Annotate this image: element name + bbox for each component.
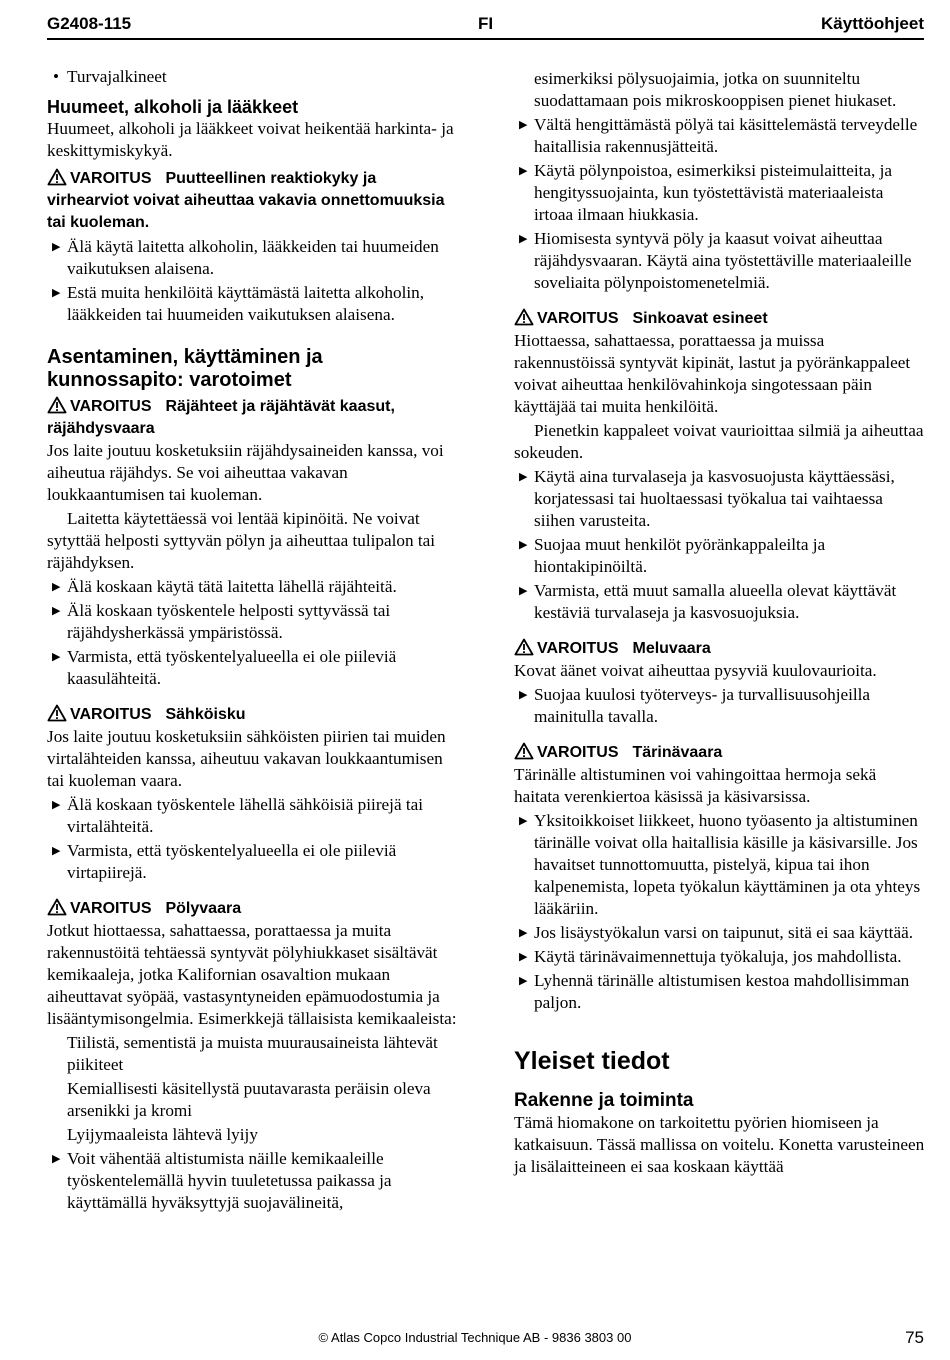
copyright: © Atlas Copco Industrial Technique AB - 9836 3803 00 [318, 1330, 632, 1345]
doc-type: Käyttöohjeet [821, 14, 924, 33]
list-item: ▶ Käytä aina turvalaseja ja kasvosuojusta käyttäessäsi, korjatessasi tai huoltaessasi työkalua tai vaihtaessa siihen varusteita. [519, 467, 895, 530]
paragraph: Huumeet, alkoholi ja lääkkeet voivat heikentää harkinta- ja keskittymiskykyä. [47, 119, 454, 160]
example-item: Tiilistä, sementistä ja muista muurausaineista lähtevät piikiteet [67, 1033, 438, 1074]
paragraph: Tärinälle altistuminen voi vahingoittaa hermoja sekä haitata verenkiertoa käsissä ja käsivarsissa. [514, 765, 877, 806]
warning-triangle-icon [47, 168, 67, 186]
paragraph: Jos laite joutuu kosketuksiin räjähdysaineiden kanssa, voi aiheutua räjähdys. Se voi aiheuttaa vakavan loukkaantumisen tai kuoleman. [47, 441, 444, 504]
list-item: ▶ Lyhennä tärinälle altistumisen kestoa mahdollisimman paljon. [519, 971, 910, 1012]
warning-heading: VAROITUS Pölyvaara [47, 898, 462, 920]
list-item: ▶ Varmista, että työskentelyalueella ei ole piileviä virtapiirejä. [52, 841, 397, 882]
list-item: ▶ Varmista, että työskentelyalueella ei ole piileviä kaasulähteitä. [52, 647, 397, 688]
list-item: ▶ Älä koskaan käytä tätä laitetta lähellä räjähteitä. [52, 577, 397, 596]
list-item: ▶ Yksitoikkoiset liikkeet, huono työasento ja altistuminen tärinälle voivat olla haitallisia käsille ja käsivarsille. Jos havaitset tunnottomuutta, pistelyä, kipua tai ihon kalpenemista, lopeta työkalun käyttäminen ja ota yhteys lääkäriin. [519, 811, 921, 918]
list-item: ▶ Älä koskaan työskentele lähellä sähköisiä piirejä tai virtalähteitä. [52, 795, 424, 836]
warning-heading: VAROITUS Räjähteet ja räjähtävät kaasut, räjähdysvaara [47, 398, 395, 437]
warning-heading: VAROITUS Sinkoavat esineet [514, 308, 925, 330]
section-heading-design: Rakenne ja toiminta [514, 1090, 694, 1111]
warning-triangle-icon [47, 396, 67, 414]
list-item: ▶ Suojaa muut henkilöt pyöränkappaleilta ja hiontakipinöiltä. [519, 535, 826, 576]
list-item: ▶ Käytä pölynpoistoa, esimerkiksi pisteimulaitteita, ja hengityssuojainta, kun työstettävistä materiaaleista irtoaa ilmaan hiukkasia. [519, 161, 893, 224]
section-heading-drugs: Huumeet, alkoholi ja lääkkeet [47, 97, 299, 117]
paragraph: Hiottaessa, sahattaessa, porattaessa ja muissa rakennustöissä syntyvät kipinät, lastut ja pyöränkappaleet voivat aiheuttaa henkilövahinkoja singotessaan päin käyttäjää tai muita henkilöitä. [514, 331, 911, 416]
warning-triangle-icon [514, 308, 534, 326]
page-number: 75 [905, 1328, 924, 1347]
list-item: ▶ Suojaa kuulosi työterveys- ja turvallisuusohjeilla mainitulla tavalla. [519, 685, 871, 726]
warning-heading: VAROITUS Puutteellinen reaktiokyky ja virhearviot voivat aiheuttaa vakavia onnettomuuksia tai kuoleman. [47, 170, 445, 231]
warning-heading: VAROITUS Tärinävaara [514, 742, 925, 764]
section-heading-install: Asentaminen, käyttäminen ja kunnossapito: varotoimet [47, 346, 323, 391]
page-footer [0, 1328, 950, 1348]
page-header [47, 10, 924, 40]
right-column [514, 68, 925, 1178]
paragraph: Jos laite joutuu kosketuksiin sähköisten piirien tai muiden virtalähteiden kanssa, aiheutuu vakavan loukkaantumisen tai kuoleman vaara. [47, 727, 446, 790]
language-code: FI [477, 14, 494, 33]
list-item: • Turvajalkineet [53, 67, 167, 86]
paragraph: Laitetta käytettäessä voi lentää kipinöitä. Ne voivat sytyttää helposti syttyvän pölyn ja aiheuttaa tulipalon tai räjähdyksen. [47, 509, 436, 572]
list-item: ▶ Älä käytä laitetta alkoholin, lääkkeiden tai huumeiden vaikutuksen alaisena. [52, 237, 439, 278]
list-item: ▶ Käytä tärinävaimennettuja työkaluja, jos mahdollista. [519, 947, 902, 966]
chapter-heading: Yleiset tiedot [514, 1047, 670, 1075]
left-column [47, 66, 462, 1214]
list-item: ▶ Estä muita henkilöitä käyttämästä laitetta alkoholin, lääkkeiden tai huumeiden vaikutuksen alaisena. [52, 283, 425, 324]
example-item: Lyijymaaleista lähtevä lyijy [67, 1125, 258, 1144]
list-item: ▶ Jos lisäystyökalun varsi on taipunut, sitä ei saa käyttää. [519, 923, 914, 942]
list-item: ▶ Varmista, että muut samalla alueella olevat käyttävät kestäviä turvalaseja ja kasvosuojuksia. [519, 581, 897, 622]
warning-triangle-icon [47, 704, 67, 722]
doc-id: G2408-115 [47, 14, 132, 33]
warning-heading: VAROITUS Sähköisku [47, 704, 462, 726]
warning-triangle-icon [47, 898, 67, 916]
list-item-continuation: esimerkiksi pölysuojaimia, jotka on suunniteltu suodattamaan pois mikroskooppisen pienet hiukaset. [534, 69, 897, 110]
paragraph: Tämä hiomakone on tarkoitettu pyörien hiomiseen ja katkaisuun. Tässä mallissa on voitelu. Konetta varusteineen ja lisälaitteineen ei saa koskaan käyttää [514, 1113, 925, 1176]
list-item: ▶ Hiomisesta syntyvä pöly ja kaasut voivat aiheuttaa räjähdysvaaran. Käytä aina työstettäville materiaaleille soveliaita pölynpoistomenetelmiä. [519, 229, 912, 292]
list-item: ▶ Vältä hengittämästä pölyä tai käsittelemästä terveydelle haitallisia rakennusjätteitä. [519, 115, 918, 156]
paragraph: Jotkut hiottaessa, sahattaessa, porattaessa ja muita rakennustöitä tehtäessä syntyvät pölyhiukkaset sisältävät kemikaaleja, jotka Kalifornian osavaltion mukaan aiheuttavat syöpää, vastasyntyneiden epämuodostumia ja lisääntymisongelmia. Esimerkkejä tällaisista kemikaaleista: [47, 921, 457, 1028]
paragraph: Pienetkin kappaleet voivat vaurioittaa silmiä ja aiheuttaa sokeuden. [514, 421, 924, 462]
warning-triangle-icon [514, 742, 534, 760]
warning-heading: VAROITUS Meluvaara [514, 638, 925, 660]
paragraph: Kovat äänet voivat aiheuttaa pysyviä kuulovaurioita. [514, 661, 877, 680]
example-item: Kemiallisesti käsitellystä puutavarasta peräisin oleva arsenikki ja kromi [67, 1079, 431, 1120]
list-item: ▶ Älä koskaan työskentele helposti syttyvässä tai räjähdysherkässä ympäristössä. [52, 601, 391, 642]
warning-triangle-icon [514, 638, 534, 656]
list-item: ▶ Voit vähentää altistumista näille kemikaaleille työskentelemällä hyvin tuuletetussa paikassa ja käyttämällä hyväksyttyjä suojavälineitä, [52, 1149, 392, 1212]
